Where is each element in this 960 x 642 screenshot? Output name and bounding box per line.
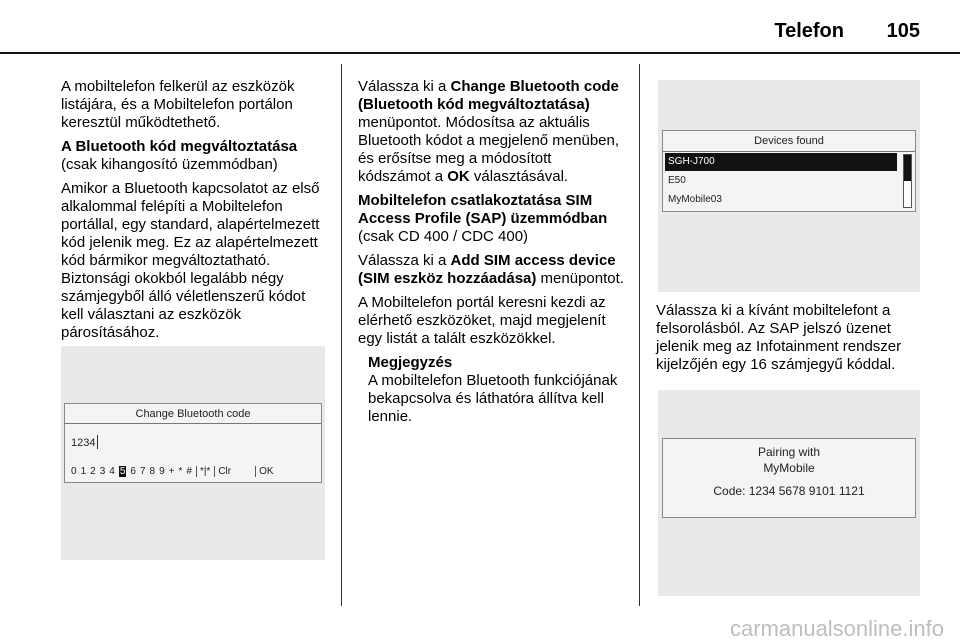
paragraph: Amikor a Bluetooth kapcsolatot az első alkalommal felépíti a Mobiltelefon portállal, egy standard, alapértelmezett kód jelenik meg. Ez az alapértelmezett kód bármikor megváltoztatható. Biztonsági okokból legalább négy számjegyből álló véletlenszerű kódot kell választani az eszközök párosításához. xyxy=(61,180,320,341)
code-field: 1234 xyxy=(71,435,98,449)
paragraph: Válassza ki a Add SIM access device (SIM eszköz hozzáadása) menüpontot. xyxy=(358,252,624,287)
key-selected: 5 xyxy=(119,466,126,477)
screen-divider xyxy=(65,423,321,424)
display-screen xyxy=(662,130,916,212)
screen-divider xyxy=(663,151,915,152)
screenshot-change-bluetooth-code xyxy=(61,346,325,560)
text-cursor xyxy=(97,435,98,449)
display-screen xyxy=(662,438,916,518)
key: + xyxy=(168,466,175,477)
column-divider-2 xyxy=(639,64,640,606)
display-screen xyxy=(64,403,322,483)
key: 6 xyxy=(130,466,136,477)
paragraph: Válassza ki a Change Bluetooth code (Bluetooth kód megváltoztatása) menüpontot. Módosítsa az aktuális Bluetooth kódot a megjelenő menüben, és erősítse meg a módosított kódszámot a OK választásával. xyxy=(358,78,620,185)
clear-key: Clr xyxy=(214,466,231,477)
paragraph: Válassza ki a kívánt mobiltelefont a felsorolásból. Az SAP jelszó üzenet jelenik meg az Infotainment rendszer kijelzőjén egy 16 számjegyű kóddal. xyxy=(656,302,902,373)
column-divider-1 xyxy=(341,64,342,606)
device-list-item: E50 xyxy=(668,175,686,186)
key: 4 xyxy=(109,466,115,477)
screenshot-pairing xyxy=(658,390,920,596)
subheading: A Bluetooth kód megváltoztatása xyxy=(61,138,298,155)
key: 8 xyxy=(149,466,156,477)
scrollbar xyxy=(903,154,912,208)
screen-title: Devices found xyxy=(754,135,824,147)
subheading: Mobiltelefon csatlakoztatása SIM Access Profile (SAP) üzemmódban xyxy=(358,192,608,227)
device-list-item: MyMobile03 xyxy=(668,194,722,205)
keypad xyxy=(71,466,278,477)
column-middle xyxy=(358,78,626,426)
watermark: carmanualsonline.info xyxy=(729,616,944,641)
header-divider xyxy=(0,52,960,54)
paragraph: A Mobiltelefon portál keresni kezdi az elérhető eszközöket, majd megjelenít egy listát a talált eszközökkel. xyxy=(358,294,606,347)
key: 9 xyxy=(159,466,165,477)
screen-title: Change Bluetooth code xyxy=(135,408,251,420)
key-extra: *|* xyxy=(196,466,210,477)
subheading-note: (csak CD 400 / CDC 400) xyxy=(358,228,529,245)
paragraph: A mobiltelefon felkerül az eszközök listájára, és a Mobiltelefon portálon keresztül működtethető. xyxy=(61,78,295,131)
page-number: 105 xyxy=(886,20,920,42)
scrollbar-thumb xyxy=(904,155,911,181)
screenshot-devices-found xyxy=(658,80,920,292)
pairing-code: Code: 1234 5678 9101 1121 xyxy=(713,484,865,498)
pairing-device-name: MyMobile xyxy=(763,461,815,475)
column-left xyxy=(61,78,327,348)
key: 3 xyxy=(99,466,106,477)
page-header xyxy=(0,0,960,52)
key: 1 xyxy=(80,466,87,477)
note-title: Megjegyzés xyxy=(368,354,453,371)
key: * xyxy=(178,466,183,477)
section-title: Telefon xyxy=(774,20,844,42)
column-right xyxy=(656,302,926,380)
note-box xyxy=(368,354,626,426)
key: 7 xyxy=(139,466,146,477)
key: 2 xyxy=(90,466,96,477)
pairing-line: Pairing with xyxy=(757,445,821,459)
ok-key: OK xyxy=(255,466,273,477)
subheading-note: (csak kihangosító üzemmódban) xyxy=(61,156,278,173)
key: # xyxy=(186,466,192,477)
device-list-item-selected: SGH-J700 xyxy=(665,153,897,171)
key: 0 xyxy=(71,466,77,477)
note-text: A mobiltelefon Bluetooth funkciójának bekapcsolva és láthatóra állítva kell lennie. xyxy=(368,372,618,425)
